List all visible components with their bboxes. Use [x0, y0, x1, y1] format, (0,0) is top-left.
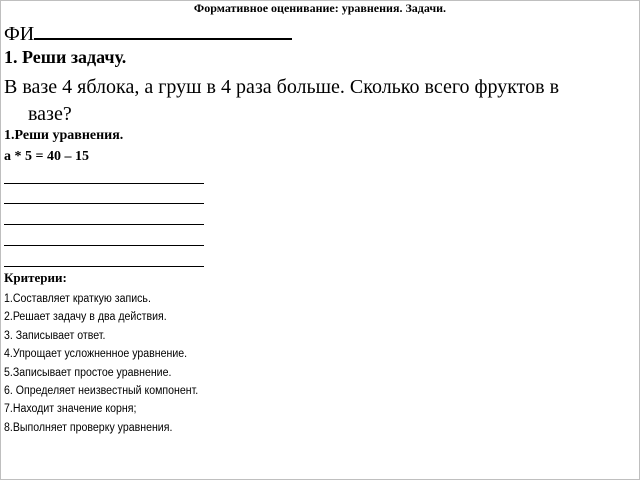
criteria-item: 4.Упрощает усложненное уравнение. [4, 348, 188, 361]
name-field [4, 20, 292, 46]
criteria-item: 6. Определяет неизвестный компонент. [4, 385, 199, 398]
criteria-title: Критерии: [4, 270, 67, 285]
answer-line [4, 203, 204, 204]
criteria-item: 2.Решает задачу в два действия. [4, 311, 167, 324]
task-text-line-2: вазе? [28, 103, 72, 125]
name-blank-line [34, 20, 292, 40]
criteria-list [4, 290, 198, 437]
equation: а * 5 = 40 – 15 [4, 149, 89, 164]
equations-title: 1.Реши уравнения. [4, 128, 124, 143]
criteria-item: 8.Выполняет проверку уравнения. [4, 421, 173, 434]
criteria-item: 7.Находит значение корня; [4, 403, 137, 416]
answer-line [4, 266, 204, 267]
task-text [4, 74, 614, 128]
document-header: Формативное оценивание: уравнения. Задачи. [193, 1, 447, 15]
answer-line [4, 224, 204, 225]
task-title: 1. Реши задачу. [4, 47, 127, 67]
task-text-line-1: В вазе 4 яблока, а груш в 4 раза больше. Сколько всего фруктов в [4, 76, 560, 98]
criteria-item: 5.Записывает простое уравнение. [4, 366, 172, 379]
answer-line [4, 183, 204, 184]
criteria-item: 3. Записывает ответ. [4, 329, 106, 342]
answer-line [4, 245, 204, 246]
criteria-item: 1.Составляет краткую запись. [4, 293, 151, 305]
name-label: ФИ [4, 23, 35, 45]
